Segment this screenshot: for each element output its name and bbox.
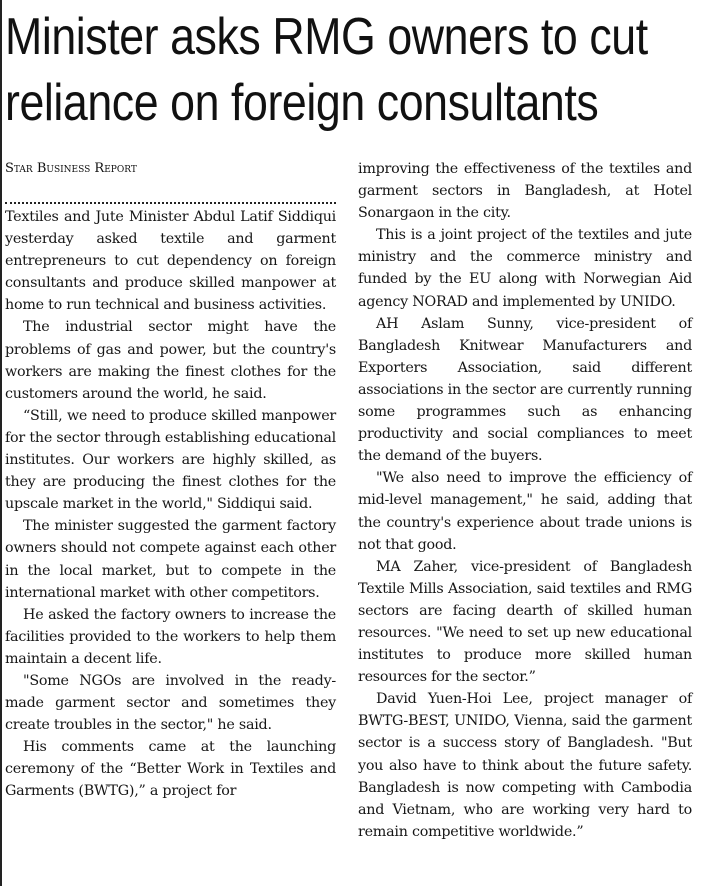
- article-paragraph: David Yuen-Hoi Lee, project manager of BWTG-BEST, UNIDO, Vienna, said the garment sector is a success story of Bangladesh. "But you also have to think about the future safety. Bangladesh is now competing with Cambodia and Vietnam, who are working very hard to remain competitive worldwide.”: [358, 691, 692, 840]
- article-paragraph: The minister suggested the garment factory owners should not compete against each other in the local market, but to compete in the international market with other competitors.: [5, 518, 336, 601]
- article-paragraph: This is a joint project of the textiles and jute ministry and the commerce ministry and funded by the EU along with Norwegian Aid agency NORAD and implemented by UNIDO.: [358, 227, 692, 310]
- dotted-separator: [5, 192, 336, 204]
- headline-line-2: reliance on foreign consultants: [5, 74, 599, 132]
- article-column-left: [5, 158, 336, 803]
- headline: [5, 4, 648, 136]
- byline: Star Business Report: [5, 161, 137, 176]
- article-paragraph: MA Zaher, vice-president of Bangladesh Textile Mills Association, said textiles and RMG sectors are facing dearth of skilled human resources. "We need to set up new educational institutes to produce more skilled human resources for the sector.”: [358, 558, 692, 686]
- article-column-right: [358, 158, 692, 843]
- article-paragraph: "Some NGOs are involved in the ready-made garment sector and sometimes they create troubles in the sector," he said.: [5, 672, 336, 734]
- article-paragraph: He asked the factory owners to increase the facilities provided to the workers to help them maintain a decent life.: [5, 606, 336, 667]
- article-paragraph: "We also need to improve the efficiency of mid-level management," he said, adding that the country's experience about trade unions is not that good.: [358, 470, 692, 553]
- article-paragraph: AH Aslam Sunny, vice-president of Bangladesh Knitwear Manufacturers and Exporters Association, said different associations in the sector are currently running some programmes such as enhancing productivity and social compliances to meet the demand of the buyers.: [358, 315, 692, 465]
- article-paragraph-continued: improving the effectiveness of the textiles and garment sectors in Bangladesh, at Hotel Sonargaon in the city.: [358, 161, 692, 222]
- article-paragraph: The industrial sector might have the problems of gas and power, but the country's workers are making the finest clothes for the customers around the world, he said.: [5, 319, 336, 402]
- article-paragraph: Textiles and Jute Minister Abdul Latif Siddiqui yesterday asked textile and garment entrepreneurs to cut dependency on foreign consultants and produce skilled manpower at home to run technical and business activities.: [5, 209, 336, 314]
- article-paragraph: “Still, we need to produce skilled manpower for the sector through establishing educational institutes. Our workers are highly skilled, as they are producing the finest clothes for the upscale market in the world," Siddiqui said.: [5, 407, 336, 513]
- article-paragraph: His comments came at the launching ceremony of the “Better Work in Textiles and Garments (BWTG),” a project for: [5, 739, 336, 800]
- headline-line-1: Minister asks RMG owners to cut: [5, 8, 648, 66]
- page-edge-rule: [0, 0, 2, 886]
